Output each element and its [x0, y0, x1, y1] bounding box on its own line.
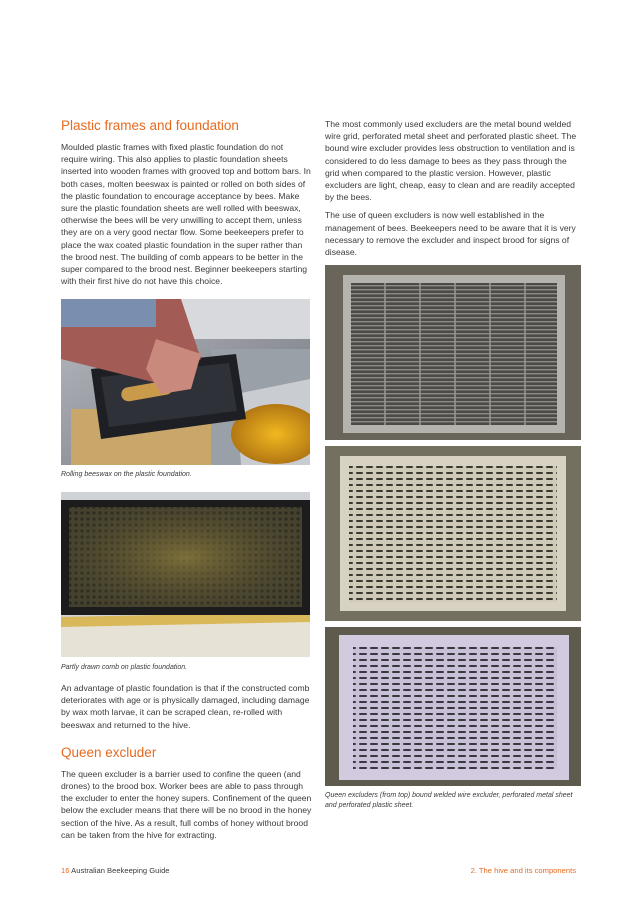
section-heading-plastic-frames: Plastic frames and foundation — [61, 118, 239, 133]
footer-left — [61, 866, 170, 875]
photo-partly-drawn-comb — [61, 492, 310, 657]
section-heading-queen-excluder: Queen excluder — [61, 744, 157, 760]
left-column — [61, 118, 311, 293]
paragraph-queen-excluder: The queen excluder is a barrier used to confine the queen (and drones) to the brood box. Worker bees are able to pass through the excluder to enter the honey supers. Confinement of the queen below the excluder means that there will be no brood in the honey section of the hive. As a result, full combs of honey without brood can be taken from the hive for extracting. — [61, 768, 312, 840]
photo-perforated-metal-excluder — [325, 446, 581, 621]
paragraph-excluder-management: The use of queen excluders is now well established in the management of bees. Beekeepers need to be aware that it is very necessary to remove the excluder and inspect brood for signs of disease. — [325, 210, 576, 258]
right-column — [325, 118, 580, 264]
guide-title: Australian Beekeeping Guide — [71, 866, 170, 875]
photo-rolling-beeswax — [61, 299, 310, 465]
photo-perforated-plastic-excluder — [325, 627, 581, 786]
paragraph-plastic-advantage: An advantage of plastic foundation is that if the constructed comb deteriorates with age or is physically damaged, including damage by wax moth larvae, it can be scraped clean, re-rolled with beeswax and returned to the hive. — [61, 683, 310, 730]
caption-partly-drawn-comb: Partly drawn comb on plastic foundation. — [61, 664, 188, 671]
page-number: 16 — [61, 866, 70, 875]
caption-queen-excluders: Queen excluders (from top) bound welded wire excluder, perforated metal sheet and perforated plastic sheet. — [325, 792, 573, 809]
caption-rolling-beeswax: Rolling beeswax on the plastic foundation. — [61, 471, 192, 478]
footer-section-title: 2. The hive and its components — [470, 866, 576, 875]
photo-wire-grid-excluder — [325, 265, 581, 440]
paragraph-plastic-frames: Moulded plastic frames with fixed plastic foundation do not require wiring. This also applies to plastic foundation sheets inserted into wooden frames with grooved top and bottom bars. In both cases, molten beeswax is painted or rolled on both sides of the plastic foundation to encourage acceptance by bees. Make sure the plastic foundation sheets are well rolled with beeswax, otherwise the bees will be very unwilling to accept them, unless they are on a very good nectar flow. Some beekeepers prefer to place the wax coated plastic foundation in the super rather than the brood nest. The building of comb appears to be better in the super compared to the brood nest. Beginner beekeepers starting with their first hive do not have this choice. — [61, 142, 311, 287]
left-column-bottom — [61, 682, 313, 847]
paragraph-excluder-types: The most commonly used excluders are the metal bound welded wire grid, perforated metal sheet and perforated plastic sheet. The bound wire excluder provides less obstruction to ventilation and is considered to do less damage to bees as they pass through the grid when compared to the plastic version. However, plastic excluders are light, cheap, easy to clean and are readily accepted by the bees. — [325, 119, 577, 203]
